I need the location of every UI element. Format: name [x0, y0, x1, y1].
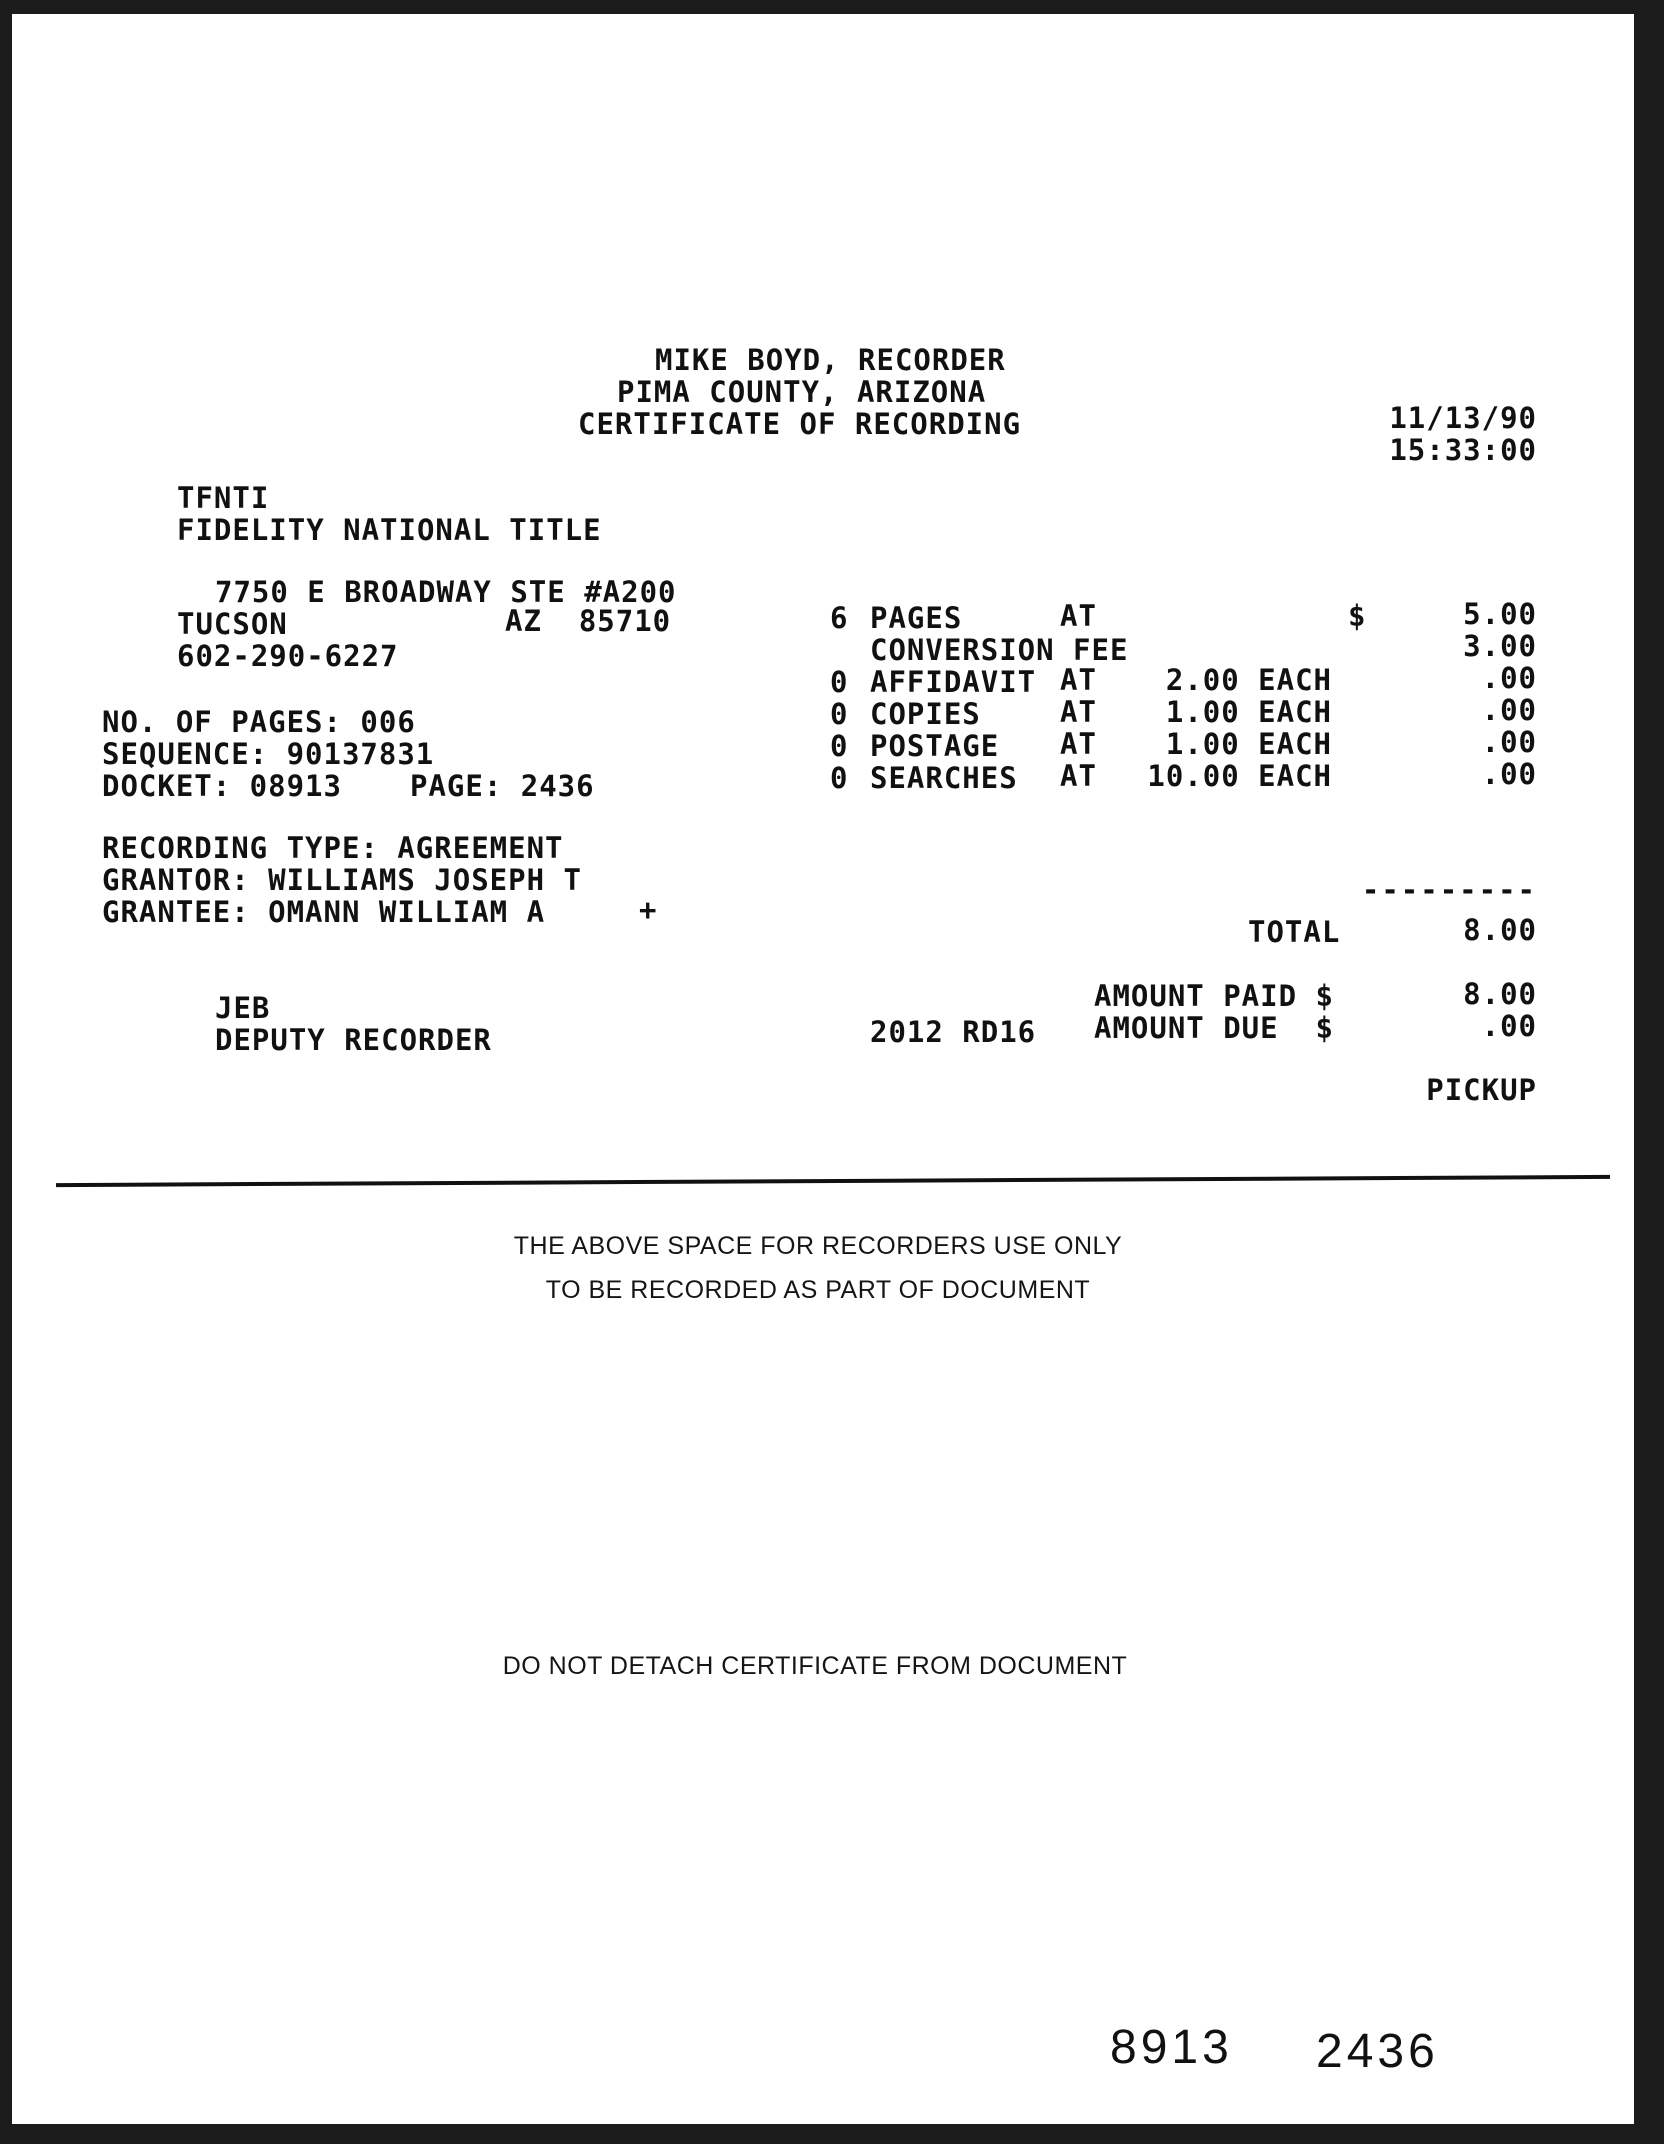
fee-item: SEARCHES — [870, 761, 1018, 795]
fee-amount: .00 — [1481, 693, 1537, 727]
total-separator: --------- — [1361, 873, 1537, 907]
section-divider — [56, 1175, 1610, 1187]
fee-amount: 3.00 — [1463, 629, 1537, 663]
fee-item: POSTAGE — [870, 729, 1000, 763]
recorder-name: MIKE BOYD, RECORDER — [655, 343, 1006, 377]
fee-amount: .00 — [1481, 757, 1537, 791]
certificate-title: CERTIFICATE OF RECORDING — [578, 407, 1022, 441]
docket-number: DOCKET: 08913 — [102, 769, 342, 803]
fee-at: AT — [1060, 695, 1097, 729]
fee-rate: 2.00 EACH — [1165, 663, 1332, 697]
addressee-street: 7750 E BROADWAY STE #A200 — [215, 575, 677, 609]
addressee-code: TFNTI — [177, 481, 270, 515]
amount-paid-label: AMOUNT PAID $ — [1094, 979, 1334, 1013]
number-of-pages: NO. OF PAGES: 006 — [102, 705, 416, 739]
page-number: PAGE: 2436 — [410, 769, 595, 803]
fee-at: AT — [1060, 663, 1097, 697]
fee-quantity: 0 — [830, 697, 849, 731]
certificate-page — [12, 14, 1634, 2124]
register-code: 2012 RD16 — [870, 1015, 1037, 1049]
stamp-docket-number: 8913 — [1110, 2021, 1233, 2074]
amount-paid-value: 8.00 — [1463, 977, 1537, 1011]
fee-amount: .00 — [1481, 661, 1537, 695]
fee-rate: 1.00 EACH — [1165, 727, 1332, 761]
total-label: TOTAL — [1248, 915, 1341, 949]
fee-rate: 1.00 EACH — [1165, 695, 1332, 729]
county-name: PIMA COUNTY, ARIZONA — [617, 375, 987, 409]
recording-date: 11/13/90 — [1389, 401, 1537, 435]
fee-item: PAGES — [870, 601, 963, 635]
fee-rate: 10.00 EACH — [1147, 759, 1332, 793]
addressee-state-zip: AZ 85710 — [505, 604, 672, 638]
recording-type: RECORDING TYPE: AGREEMENT — [102, 831, 564, 865]
fee-quantity: 0 — [830, 761, 849, 795]
addressee-city: TUCSON — [177, 607, 288, 641]
fee-item: CONVERSION FEE — [870, 633, 1129, 667]
fee-quantity: 0 — [830, 729, 849, 763]
deputy-title: DEPUTY RECORDER — [215, 1023, 492, 1057]
fee-at: AT — [1060, 599, 1097, 633]
fee-amount: 5.00 — [1463, 597, 1537, 631]
recording-time: 15:33:00 — [1389, 433, 1537, 467]
fee-at: AT — [1060, 759, 1097, 793]
addressee-phone: 602-290-6227 — [177, 639, 399, 673]
amount-due-label: AMOUNT DUE $ — [1094, 1011, 1334, 1045]
recorded-as-part-notice: TO BE RECORDED AS PART OF DOCUMENT — [545, 1276, 1091, 1304]
fee-at: AT — [1060, 727, 1097, 761]
amount-due-value: .00 — [1481, 1009, 1537, 1043]
pickup-label: PICKUP — [1426, 1073, 1537, 1107]
sequence-number: SEQUENCE: 90137831 — [102, 737, 435, 771]
fee-quantity: 6 — [830, 601, 849, 635]
deputy-initials: JEB — [215, 991, 271, 1025]
fee-quantity: 0 — [830, 665, 849, 699]
total-value: 8.00 — [1463, 913, 1537, 947]
do-not-detach-notice: DO NOT DETACH CERTIFICATE FROM DOCUMENT — [502, 1652, 1128, 1680]
fee-item: AFFIDAVIT — [870, 665, 1037, 699]
grantee-plus-mark: + — [639, 893, 658, 927]
addressee-company: FIDELITY NATIONAL TITLE — [177, 513, 602, 547]
fee-item: COPIES — [870, 697, 981, 731]
dollar-sign: $ — [1348, 599, 1367, 633]
fee-amount: .00 — [1481, 725, 1537, 759]
grantee: GRANTEE: OMANN WILLIAM A — [102, 895, 546, 929]
grantor: GRANTOR: WILLIAMS JOSEPH T — [102, 863, 582, 897]
stamp-page-number: 2436 — [1316, 2025, 1439, 2078]
recorders-use-notice: THE ABOVE SPACE FOR RECORDERS USE ONLY — [513, 1232, 1123, 1260]
